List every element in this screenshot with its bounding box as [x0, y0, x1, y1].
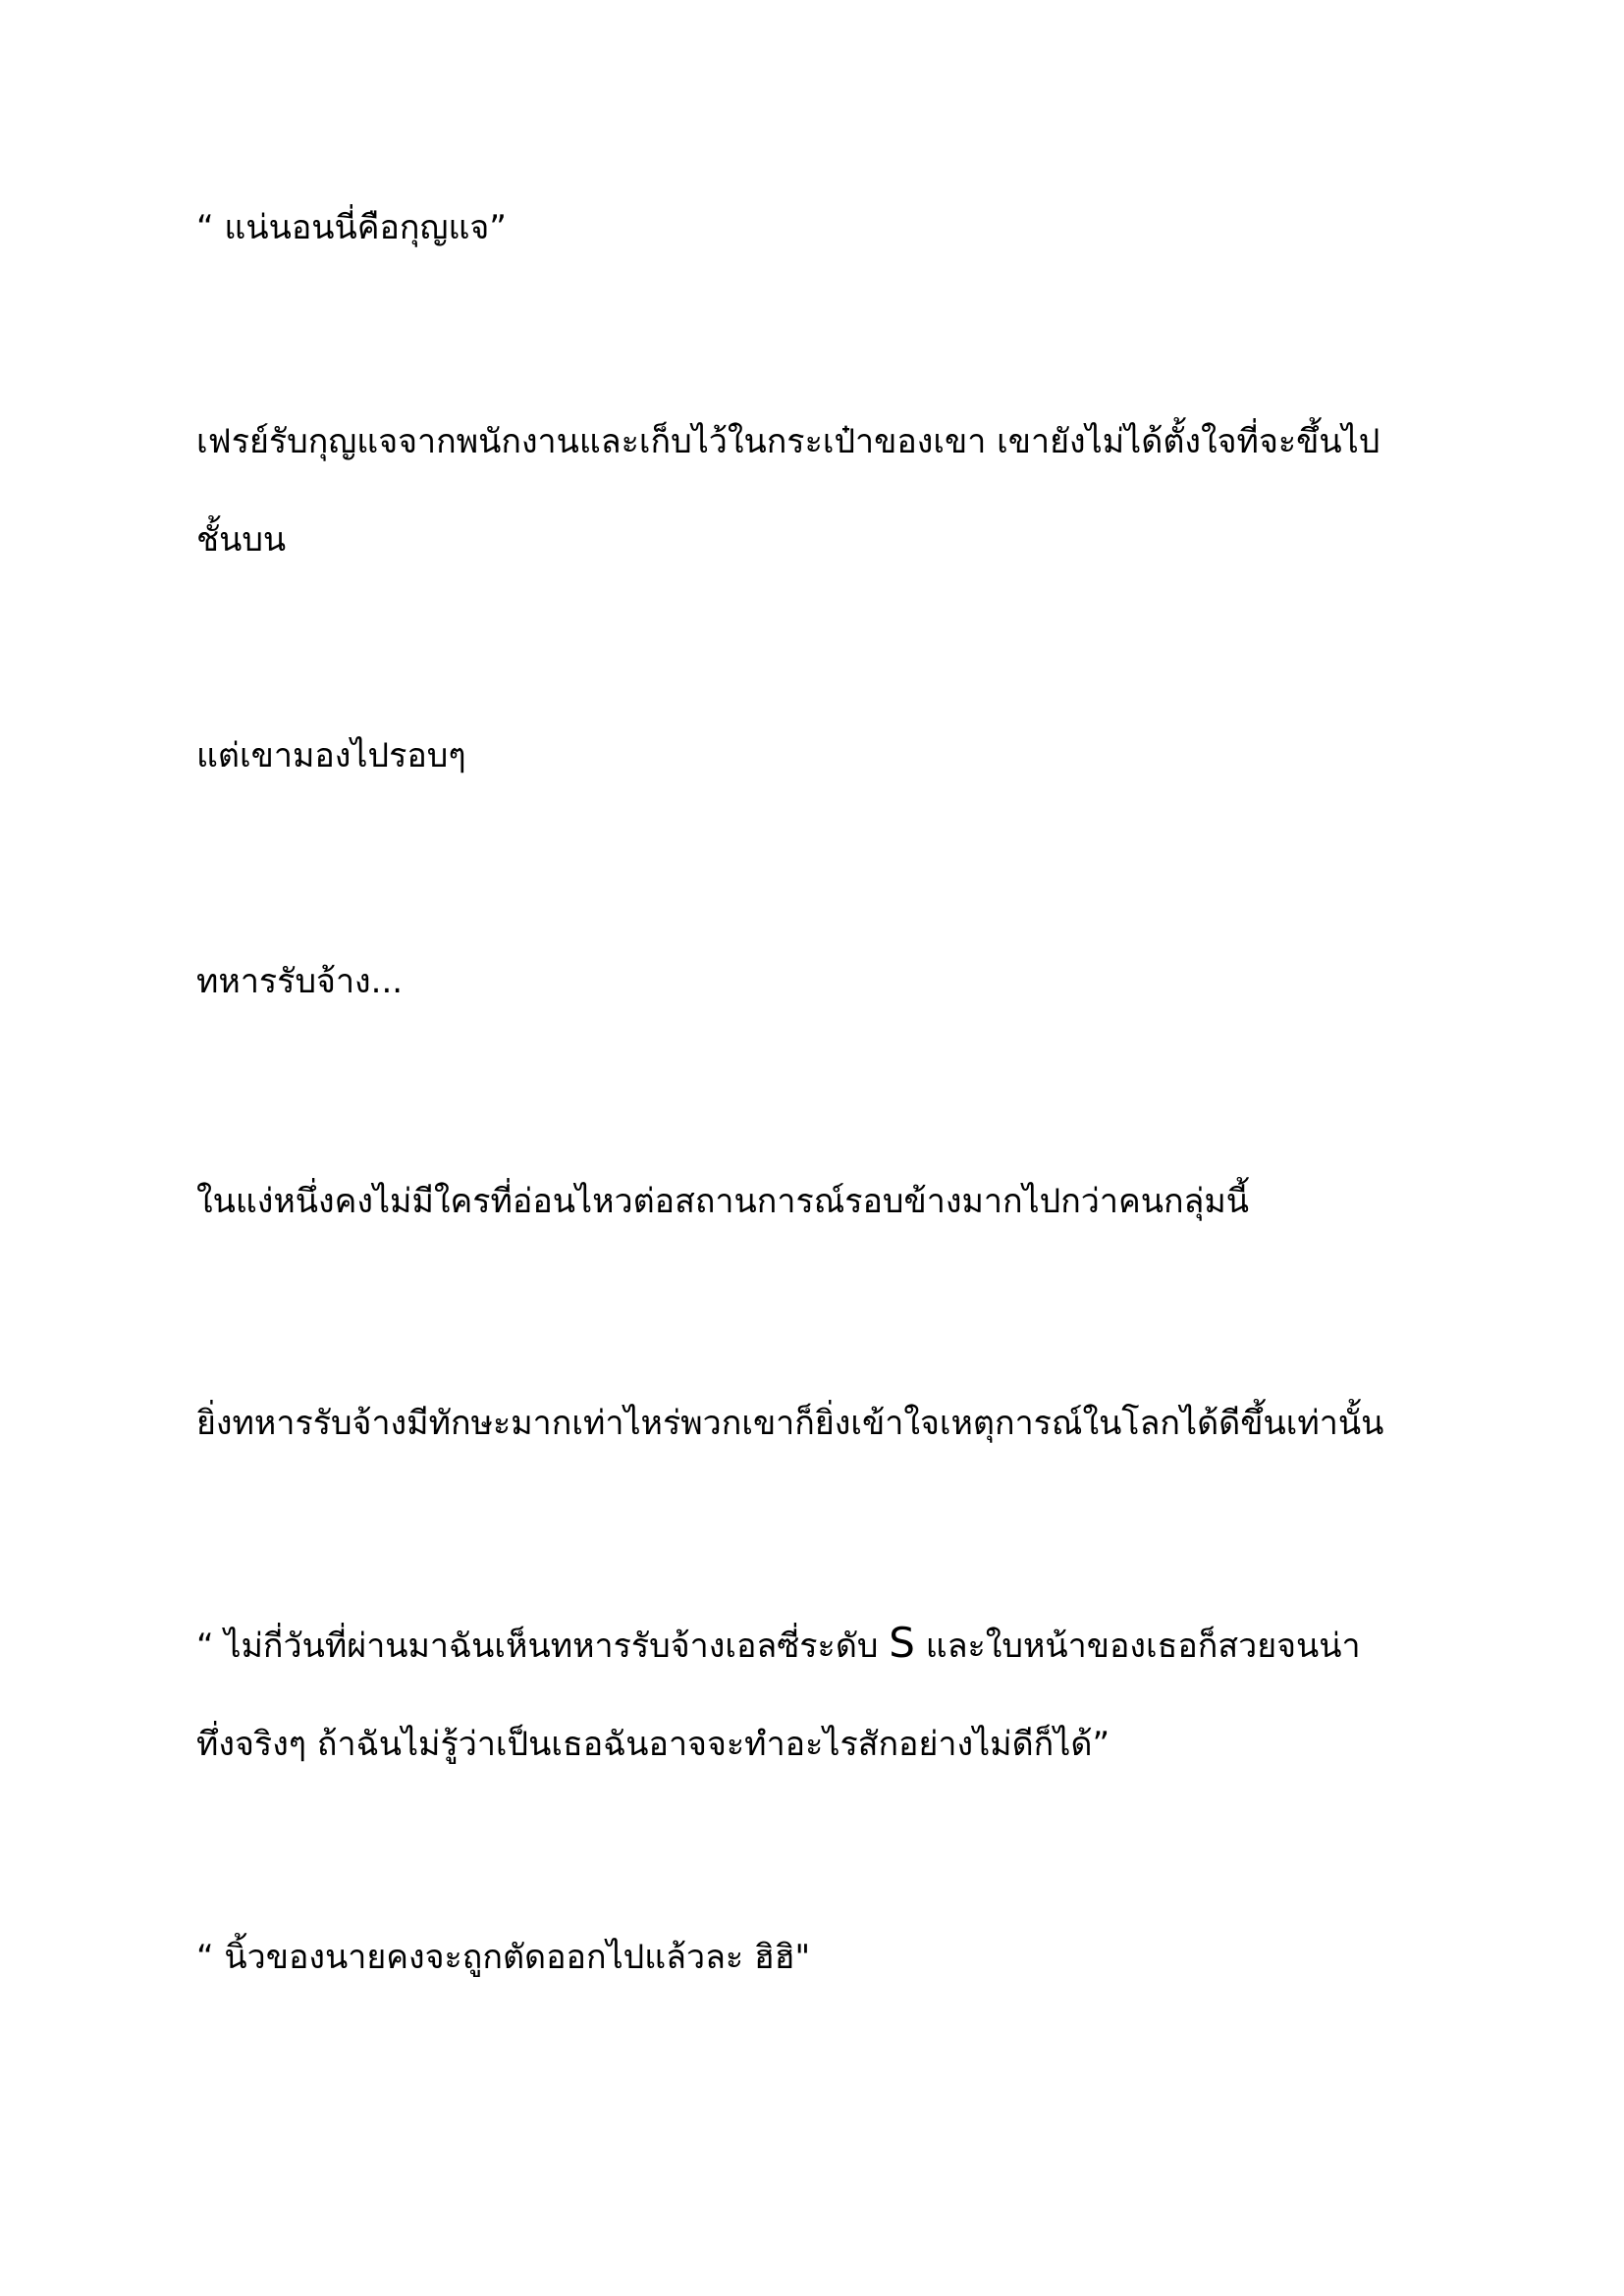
paragraph-3	[196, 707, 1473, 805]
paragraph-line: เฟรย์รับกุญแจจากพนักงานและเก็บไว้ในกระเป๋าของเขา เขายังไม่ได้ตั้งใจที่จะขึ้นไป	[196, 422, 1380, 461]
paragraph-line: แต่เขามองไปรอบๆ	[196, 736, 466, 775]
paragraph-6	[196, 1374, 1473, 1472]
text-segment: “ ไม่กี่วันที่ผ่านมาฉันเห็นทหารรับจ้างเอลซี่ระดับ	[196, 1627, 890, 1666]
paragraph-line: “ นิ้วของนายคงจะถูกตัดออกไปแล้วละ ฮิฮิ"	[196, 1938, 811, 1977]
text-segment: และใบหน้าของเธอก็สวยจนน่า	[914, 1627, 1361, 1666]
paragraph-1	[196, 179, 1473, 277]
paragraph-line: “ แน่นอนนี่คือกุญแจ”	[196, 208, 507, 247]
paragraph-line: ทึ่งจริงๆ ถ้าฉันไม่รู้ว่าเป็นเธอฉันอาจจะทำอะไรสักอย่างไม่ดีก็ได้”	[196, 1725, 1110, 1764]
paragraph-line: ยิ่งทหารรับจ้างมีทักษะมากเท่าไหร่พวกเขาก็ยิ่งเข้าใจเหตุการณ์ในโลกได้ดีขึ้นเท่านั้น	[196, 1404, 1384, 1443]
paragraph-line: ทหารรับจ้าง...	[196, 962, 404, 1001]
rank-letter: S	[889, 1619, 915, 1667]
paragraph-7	[196, 1594, 1473, 1793]
paragraph-8	[196, 1908, 1473, 2006]
paragraph-line: ชั้นบน	[196, 520, 287, 560]
paragraph-line: ในแง่หนึ่งคงไม่มีใครที่อ่อนไหวต่อสถานการณ์รอบข้างมากไปกว่าคนกลุ่มนี้	[196, 1182, 1250, 1221]
paragraph-4	[196, 933, 1473, 1031]
paragraph-line	[196, 1594, 1473, 1695]
paragraph-5	[196, 1152, 1473, 1251]
paragraph-2	[196, 393, 1473, 589]
